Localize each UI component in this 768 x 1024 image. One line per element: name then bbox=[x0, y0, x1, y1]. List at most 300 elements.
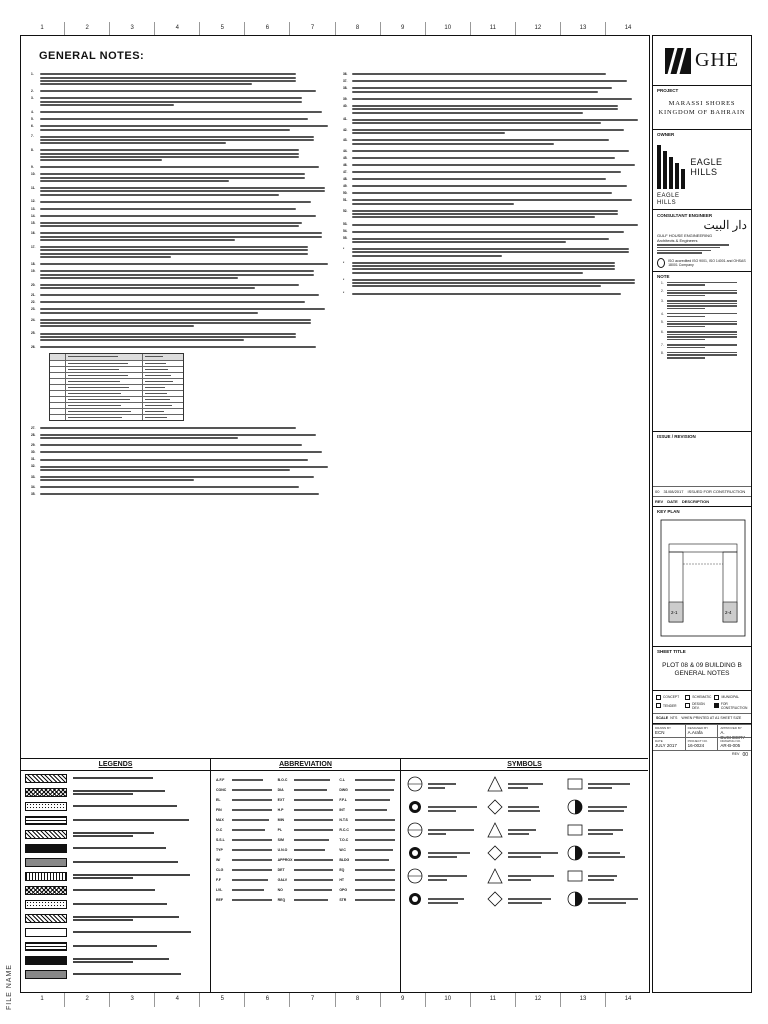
general-note bbox=[31, 269, 331, 280]
symbol-item bbox=[486, 799, 563, 819]
symbol-item bbox=[486, 822, 563, 842]
legend-item bbox=[21, 869, 210, 883]
note-number: * bbox=[343, 277, 345, 282]
grid-number: 14 bbox=[605, 22, 650, 36]
note-number: 9. bbox=[31, 165, 34, 170]
abbreviation-key: R.C.C bbox=[339, 828, 349, 832]
meta-cell bbox=[653, 724, 686, 737]
general-note bbox=[31, 214, 331, 219]
general-note bbox=[343, 156, 641, 161]
legend-item bbox=[21, 771, 210, 785]
note-number: 26. bbox=[31, 344, 36, 349]
grid-number: 8 bbox=[335, 22, 380, 36]
note-text bbox=[352, 86, 641, 94]
abbreviation-key: S.S.L bbox=[216, 838, 225, 842]
consultant-name: GULF HOUSE ENGINEERING bbox=[657, 233, 713, 238]
note-text bbox=[40, 117, 331, 122]
symbol-item bbox=[406, 822, 483, 842]
symbol-item bbox=[406, 845, 483, 865]
note-text bbox=[40, 110, 331, 115]
grid-number: 3 bbox=[109, 22, 154, 36]
abbreviation-item bbox=[278, 785, 334, 795]
checkbox-icon bbox=[685, 695, 690, 700]
grid-number: 7 bbox=[289, 22, 334, 36]
note-text bbox=[352, 209, 641, 220]
note-text bbox=[352, 278, 641, 289]
legend-swatch-icon bbox=[25, 942, 67, 951]
abbreviation-value bbox=[355, 799, 390, 801]
consultant-label: CONSULTANT ENGINEER bbox=[657, 213, 713, 218]
abbreviation-key: FIN bbox=[216, 808, 222, 812]
legend-item bbox=[21, 925, 210, 939]
issue-status-checkbox bbox=[685, 695, 712, 700]
note-number: 15. bbox=[31, 220, 36, 225]
abbreviation-key: DIA bbox=[277, 788, 284, 792]
note-text bbox=[40, 134, 331, 145]
note-text bbox=[352, 149, 641, 154]
legend-label bbox=[73, 888, 206, 892]
note-number: 46. bbox=[343, 162, 348, 167]
note-number: 44. bbox=[343, 148, 348, 153]
abbreviation-value bbox=[294, 889, 332, 891]
symbol-item bbox=[406, 776, 483, 796]
abbreviation-item bbox=[339, 875, 395, 885]
checkbox-icon bbox=[656, 703, 661, 708]
table-row bbox=[50, 414, 183, 420]
note-number: 48. bbox=[343, 176, 348, 181]
drawing-symbol-icon bbox=[406, 798, 428, 821]
rev-number-label: REV bbox=[732, 751, 740, 756]
note-number: 45. bbox=[343, 155, 348, 160]
abbreviation-section bbox=[211, 759, 401, 993]
issue-revision-section bbox=[653, 432, 751, 507]
note-text bbox=[352, 291, 641, 296]
abbreviation-item bbox=[216, 895, 272, 905]
drawing-symbol-icon bbox=[486, 890, 508, 913]
grid-number: 12 bbox=[515, 22, 560, 36]
general-note bbox=[31, 221, 331, 229]
abbreviation-value bbox=[232, 779, 263, 781]
checkbox-label: MUNICIPAL bbox=[721, 695, 740, 700]
note-text bbox=[40, 124, 331, 132]
abbreviation-item bbox=[278, 885, 334, 895]
note-text bbox=[40, 457, 331, 462]
note-number: 19. bbox=[31, 268, 36, 273]
general-note bbox=[31, 300, 331, 305]
abbreviation-value bbox=[232, 849, 272, 851]
general-note bbox=[343, 261, 641, 275]
abbreviation-value bbox=[355, 899, 395, 901]
meta-cell bbox=[653, 737, 686, 750]
general-note bbox=[343, 97, 641, 102]
abbreviation-key: W.C bbox=[339, 848, 346, 852]
general-note bbox=[31, 485, 331, 490]
key-plan-icon bbox=[657, 514, 749, 642]
legend-label bbox=[73, 902, 206, 906]
note-text bbox=[40, 231, 331, 242]
symbol-item bbox=[406, 799, 483, 819]
note-text bbox=[40, 72, 331, 86]
general-note bbox=[31, 464, 331, 472]
legend-swatch-icon bbox=[25, 858, 67, 867]
note-text bbox=[40, 345, 331, 350]
note-text bbox=[352, 104, 641, 115]
legend-item bbox=[21, 939, 210, 953]
grid-number: 9 bbox=[380, 993, 425, 1007]
legend-swatch-icon bbox=[25, 914, 67, 923]
note-text bbox=[40, 283, 331, 291]
legend-panel bbox=[21, 758, 648, 992]
legend-label bbox=[73, 873, 206, 880]
general-note bbox=[31, 426, 331, 431]
general-note bbox=[31, 207, 331, 212]
general-note bbox=[343, 104, 641, 115]
grid-number: 4 bbox=[154, 22, 199, 36]
abbreviation-value bbox=[294, 789, 327, 791]
owner-label: OWNER bbox=[657, 132, 675, 137]
note-number: 40. bbox=[343, 103, 348, 108]
note-text bbox=[40, 172, 331, 183]
abbreviation-item bbox=[339, 785, 395, 795]
note-number: 47. bbox=[343, 169, 348, 174]
symbol-item bbox=[406, 891, 483, 911]
issue-status-checkbox bbox=[685, 702, 712, 710]
note-number: 21. bbox=[31, 293, 36, 297]
issue-label: ISSUE / REVISION bbox=[657, 433, 696, 439]
note-number: 20. bbox=[31, 282, 36, 287]
table-row bbox=[50, 408, 183, 414]
abbreviation-item bbox=[216, 775, 272, 785]
issue-status-checkbox bbox=[714, 695, 748, 700]
note-number: 52. bbox=[343, 208, 348, 213]
abbreviation-item bbox=[216, 865, 272, 875]
grid-number: 10 bbox=[425, 22, 470, 36]
abbreviation-value bbox=[294, 869, 334, 871]
project-label: PROJECT bbox=[657, 88, 679, 93]
general-note bbox=[343, 247, 641, 258]
note-text bbox=[352, 163, 641, 168]
note-number: 3. bbox=[31, 96, 34, 101]
note-text bbox=[352, 236, 641, 244]
revision-date: 31/08/2017 bbox=[663, 488, 684, 494]
general-note bbox=[31, 262, 331, 267]
note-text bbox=[352, 261, 641, 275]
abbreviation-item bbox=[339, 865, 395, 875]
note-number: 7. bbox=[31, 134, 34, 139]
abbreviation-value bbox=[355, 839, 395, 841]
note-text bbox=[40, 433, 331, 441]
meta-label: DRAWN BY bbox=[655, 725, 672, 730]
checkbox-icon bbox=[714, 695, 719, 700]
note-number: 14. bbox=[31, 213, 36, 218]
abbreviation-value bbox=[232, 819, 269, 821]
abbreviation-value bbox=[355, 829, 395, 831]
note-number: 6. bbox=[31, 123, 34, 128]
meta-label: DESIGNED BY bbox=[687, 725, 709, 730]
drawing-symbol-icon bbox=[486, 798, 508, 821]
abbreviation-item bbox=[216, 815, 272, 825]
note-number: 18. bbox=[31, 261, 36, 266]
abbreviation-value bbox=[294, 899, 329, 901]
title-note: 8. bbox=[661, 351, 743, 360]
drawing-symbol-icon bbox=[566, 775, 588, 798]
issue-status-checkbox bbox=[656, 695, 683, 700]
abbreviation-key: BLDG bbox=[339, 858, 350, 862]
symbol-item bbox=[566, 776, 643, 796]
note-number: 35. bbox=[31, 492, 36, 497]
meta-label: DRAWING NO. bbox=[720, 738, 741, 743]
abbreviation-item bbox=[278, 805, 334, 815]
meta-label: DATE bbox=[655, 738, 663, 743]
abbreviation-item bbox=[278, 795, 334, 805]
note-text bbox=[40, 307, 331, 315]
note-number: 49. bbox=[343, 184, 348, 188]
abbreviation-key: B.O.C bbox=[277, 778, 288, 782]
grid-number: 8 bbox=[335, 993, 380, 1007]
symbol-item bbox=[486, 868, 563, 888]
abbreviation-key: SIM bbox=[277, 838, 284, 842]
legend-label bbox=[73, 789, 206, 796]
abbreviation-item bbox=[216, 845, 272, 855]
note-number: 30. bbox=[31, 450, 36, 455]
abbreviation-item bbox=[278, 775, 334, 785]
title-note: 4. bbox=[661, 312, 743, 318]
grid-number: 1 bbox=[40, 996, 44, 1002]
abbreviation-value bbox=[355, 849, 393, 851]
abbreviation-key: W/ bbox=[216, 858, 221, 862]
meta-value: JULY 2017 bbox=[655, 742, 677, 748]
meta-value: ECN bbox=[655, 729, 665, 735]
company-logo bbox=[653, 36, 751, 86]
general-note bbox=[343, 128, 641, 136]
meta-value: A. BUCHEERY bbox=[720, 729, 746, 740]
legend-swatch-icon bbox=[25, 872, 67, 881]
abbreviation-item bbox=[278, 835, 334, 845]
abbreviation-value bbox=[355, 879, 395, 881]
title-note: 5. bbox=[661, 320, 743, 329]
abbreviation-key: EL bbox=[216, 798, 221, 802]
abbreviation-item bbox=[216, 785, 272, 795]
note-text bbox=[352, 117, 641, 125]
note-text bbox=[40, 475, 331, 483]
abbreviation-key: C.L bbox=[339, 778, 345, 782]
symbols-section bbox=[401, 759, 648, 993]
iso-certification: ISO accredited ISO 9001, ISO 14001 and OHSAS 18001 Company bbox=[657, 258, 747, 268]
legend-label bbox=[73, 818, 206, 822]
abbreviation-value bbox=[232, 839, 272, 841]
abbreviation-key: OPG bbox=[339, 888, 348, 892]
abbreviation-item bbox=[339, 805, 395, 815]
note-text bbox=[352, 97, 641, 102]
abbreviation-key: O.C bbox=[216, 828, 223, 832]
abbreviation-key: F.F bbox=[216, 878, 221, 882]
table-row bbox=[50, 360, 183, 366]
title-note: 1. bbox=[661, 281, 743, 287]
abbreviation-value bbox=[232, 889, 264, 891]
abbreviation-item bbox=[339, 835, 395, 845]
note-number: 29. bbox=[31, 443, 36, 448]
legend-label bbox=[73, 860, 206, 864]
abbreviation-value bbox=[294, 809, 334, 811]
grid-number: 14 bbox=[605, 993, 650, 1007]
drawing-symbol-icon bbox=[406, 775, 428, 798]
note-section bbox=[653, 272, 751, 432]
abbreviation-item bbox=[278, 865, 334, 875]
company-brand: GHE bbox=[694, 49, 740, 71]
meta-label: PROJECT NO. bbox=[687, 738, 708, 743]
general-note bbox=[343, 236, 641, 244]
abbreviation-item bbox=[278, 815, 334, 825]
drawing-symbol-icon bbox=[566, 844, 588, 867]
note-text bbox=[40, 221, 331, 229]
note-text bbox=[40, 331, 331, 342]
general-note bbox=[31, 283, 331, 291]
project-name: MARASSI SHORES bbox=[668, 100, 736, 107]
project-section bbox=[653, 86, 751, 130]
sheet-title-section bbox=[653, 647, 751, 691]
note-text bbox=[40, 96, 331, 107]
grid-number: 9 bbox=[380, 22, 425, 36]
checkbox-label: DESIGN DEV. bbox=[692, 701, 705, 710]
note-number: * bbox=[343, 291, 345, 296]
issue-status-checkbox bbox=[656, 702, 683, 710]
abbreviation-value bbox=[232, 829, 265, 831]
abbreviation-key: EQ bbox=[339, 868, 345, 872]
abbreviation-key: PL bbox=[277, 828, 283, 832]
scale-label: SCALE bbox=[656, 715, 669, 720]
note-text bbox=[40, 293, 331, 298]
general-note bbox=[343, 79, 641, 84]
symbol-item bbox=[566, 799, 643, 819]
note-number: 8. bbox=[31, 148, 34, 153]
general-note bbox=[343, 229, 641, 234]
note-text bbox=[40, 492, 331, 497]
note-number: 17. bbox=[31, 244, 36, 249]
general-note bbox=[343, 278, 641, 289]
abbreviation-item bbox=[339, 845, 395, 855]
note-number: 23. bbox=[31, 307, 36, 312]
sheet-title-line-2: GENERAL NOTES bbox=[674, 669, 730, 677]
general-note bbox=[343, 222, 641, 227]
legends-title: LEGENDS bbox=[21, 759, 210, 771]
note-number: 22. bbox=[31, 300, 36, 305]
symbol-item bbox=[406, 868, 483, 888]
general-note bbox=[31, 186, 331, 197]
note-number: 33. bbox=[31, 474, 36, 479]
sheet-title-label: SHEET TITLE bbox=[657, 648, 686, 654]
general-note bbox=[343, 163, 641, 168]
general-note bbox=[31, 245, 331, 259]
grid-number: 6 bbox=[244, 22, 289, 36]
owner-name: EAGLE HILLS bbox=[690, 157, 723, 177]
key-plan-section bbox=[653, 507, 751, 647]
table-row bbox=[50, 372, 183, 378]
abbreviation-value bbox=[294, 849, 326, 851]
checkbox-icon bbox=[714, 703, 718, 708]
general-note bbox=[343, 209, 641, 220]
meta-label: APPROVED BY bbox=[720, 725, 742, 730]
note-text bbox=[352, 128, 641, 136]
grid-number: 6 bbox=[244, 993, 289, 1007]
legend-item bbox=[21, 785, 210, 799]
abbreviation-key: EXT bbox=[277, 798, 285, 802]
abbreviation-item bbox=[216, 875, 272, 885]
abbreviation-key: DWG bbox=[339, 788, 348, 792]
legend-item bbox=[21, 883, 210, 897]
issue-status-checkbox bbox=[714, 702, 748, 710]
owner-mark-text: EAGLE HILLS bbox=[657, 193, 680, 206]
abbreviation-key: A.F.F bbox=[216, 778, 225, 782]
drawing-symbol-icon bbox=[406, 821, 428, 844]
legend-label bbox=[73, 915, 206, 922]
general-note bbox=[31, 433, 331, 441]
owner-section bbox=[653, 130, 751, 210]
general-note bbox=[31, 318, 331, 329]
note-number: 5. bbox=[31, 116, 34, 121]
note-number: 27. bbox=[31, 425, 36, 430]
abbreviation-value bbox=[355, 859, 389, 861]
abbreviation-item bbox=[278, 845, 334, 855]
general-note bbox=[343, 86, 641, 94]
grid-number: 13 bbox=[560, 993, 605, 1007]
abbreviation-key: CONC bbox=[216, 788, 227, 792]
consultant-section bbox=[653, 210, 751, 272]
revision-header: REV DATE DESCRIPTION bbox=[653, 496, 751, 506]
checkbox-label: CONCEPT bbox=[663, 695, 680, 700]
abbreviation-item bbox=[216, 885, 272, 895]
legends-section bbox=[21, 759, 211, 993]
note-number: 36. bbox=[343, 72, 348, 76]
general-note bbox=[31, 475, 331, 483]
note-text bbox=[40, 245, 331, 259]
abbreviation-title: ABBREVIATION bbox=[211, 759, 400, 771]
note-number: 37. bbox=[343, 79, 348, 84]
drawing-symbol-icon bbox=[486, 821, 508, 844]
title-note: 3. bbox=[661, 299, 743, 310]
grid-number: 3 bbox=[109, 993, 154, 1007]
note-text bbox=[352, 184, 641, 189]
general-note bbox=[31, 72, 331, 86]
legend-item bbox=[21, 855, 210, 869]
abbreviation-value bbox=[355, 869, 395, 871]
note-text bbox=[352, 229, 641, 234]
general-notes-heading: GENERAL NOTES: bbox=[39, 50, 145, 62]
note-number: 32. bbox=[31, 464, 36, 469]
legend-swatch-icon bbox=[25, 844, 67, 853]
general-note bbox=[31, 231, 331, 242]
note-text bbox=[40, 443, 331, 448]
drawing-symbol-icon bbox=[566, 867, 588, 890]
abbreviation-key: N.T.S bbox=[339, 818, 348, 822]
legend-item bbox=[21, 953, 210, 967]
abbreviation-key: U.N.O bbox=[277, 848, 288, 852]
general-note bbox=[31, 492, 331, 497]
abbreviation-value bbox=[355, 789, 394, 791]
abbreviation-value bbox=[355, 779, 395, 781]
checkbox-icon bbox=[656, 695, 661, 700]
table-row bbox=[50, 390, 183, 396]
abbreviation-item bbox=[216, 835, 272, 845]
grid-number: 7 bbox=[289, 993, 334, 1007]
abbreviation-item bbox=[339, 815, 395, 825]
note-text bbox=[40, 450, 331, 455]
revision-description: ISSUED FOR CONSTRUCTION bbox=[687, 488, 746, 494]
table-row bbox=[50, 378, 183, 384]
grid-number: 4 bbox=[154, 993, 199, 1007]
drawing-symbol-icon bbox=[406, 890, 428, 913]
general-note bbox=[343, 72, 641, 77]
finish-schedule-table bbox=[49, 353, 184, 421]
